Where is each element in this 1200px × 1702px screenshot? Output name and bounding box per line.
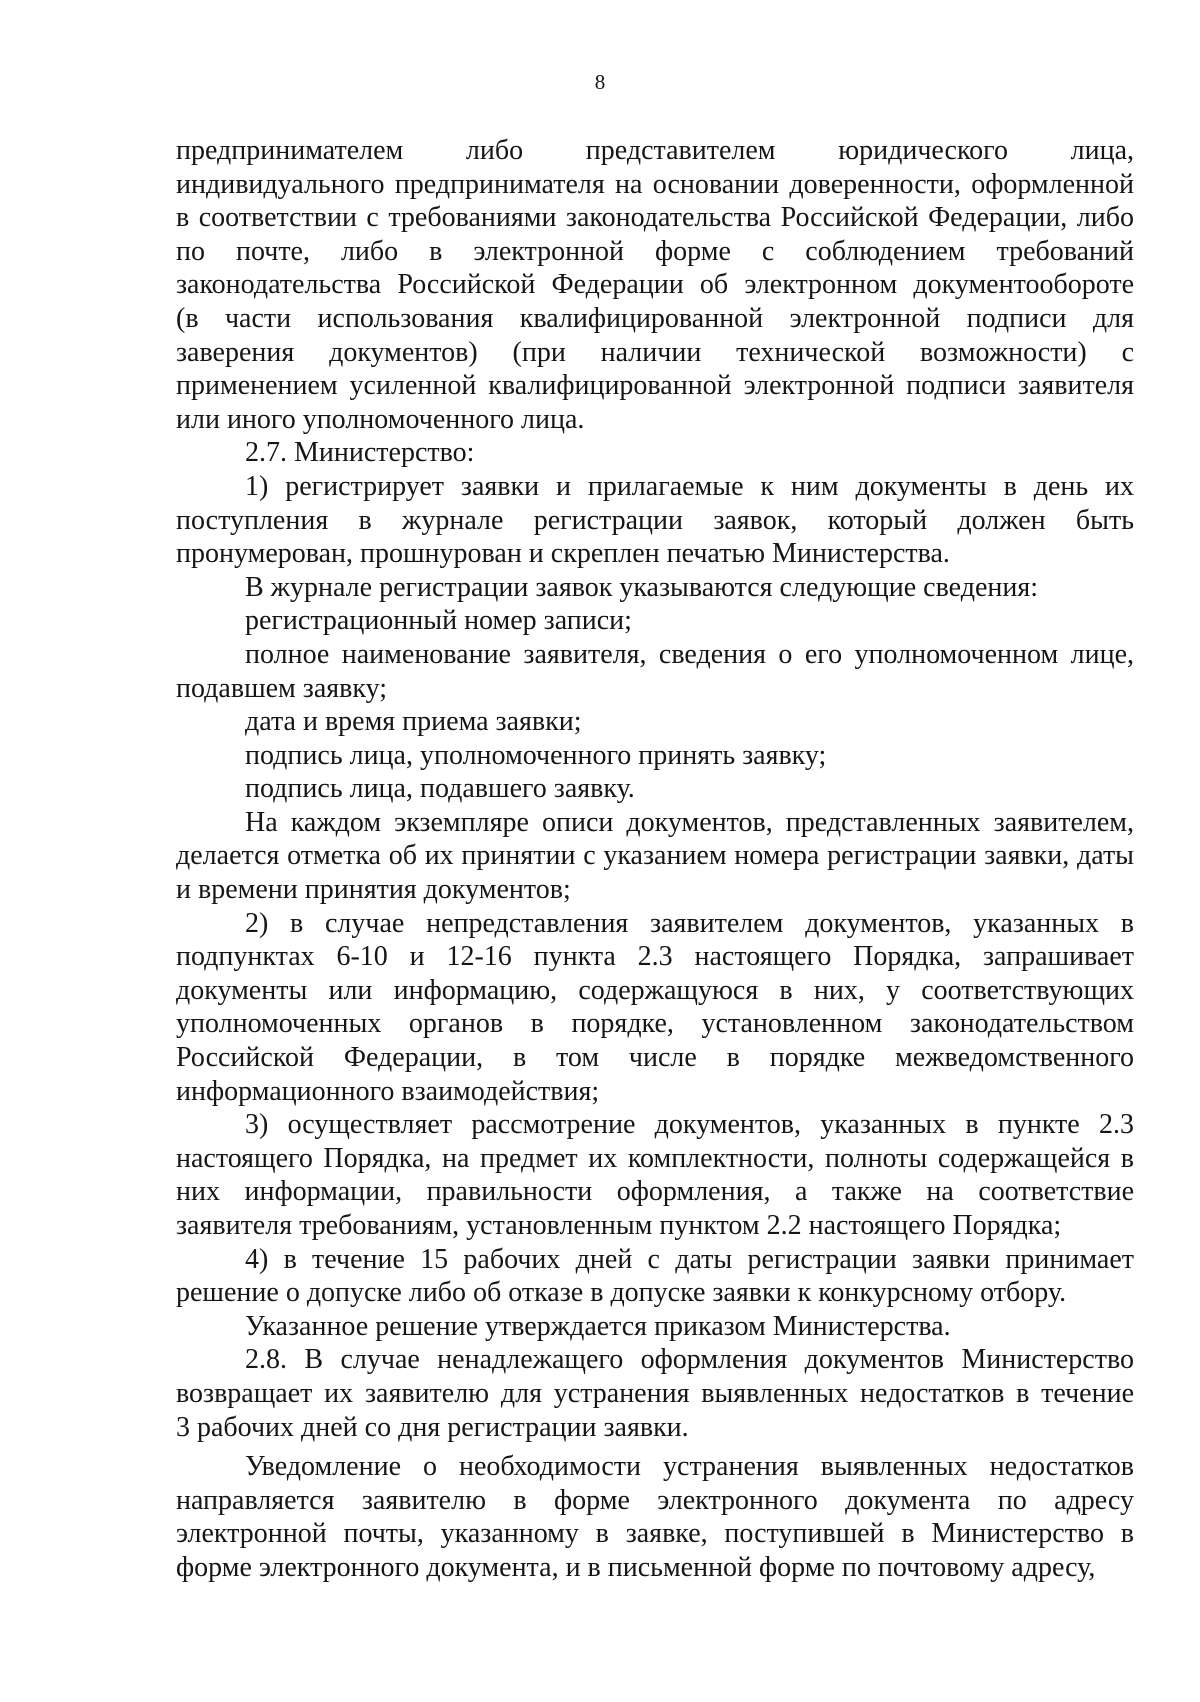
paragraph-notification	[176, 1450, 1134, 1584]
text-line: направляется заявителю в форме электронного документа по адресу	[176, 1484, 1134, 1516]
paragraph-journal-item-2	[176, 638, 1134, 705]
text-line: решение о допуске либо об отказе в допуске заявки к конкурсному отбору.	[176, 1277, 1067, 1309]
text-line: индивидуального предпринимателя на основании доверенности, оформленной	[176, 168, 1134, 200]
text-line: дата и время приема заявки;	[245, 706, 582, 738]
text-line: 3) осуществляет рассмотрение документов, указанных в пункте 2.3	[245, 1109, 1134, 1141]
paragraph-p2-7-heading	[176, 436, 1134, 470]
text-line: заверения документов) (при наличии технической возможности) с	[176, 336, 1134, 368]
paragraph-p2-7-1	[176, 470, 1134, 571]
text-line: На каждом экземпляре описи документов, представленных заявителем,	[245, 806, 1134, 838]
paragraph-p2-8	[176, 1343, 1134, 1444]
text-line: документы или информацию, содержащуюся в них, у соответствующих	[176, 974, 1134, 1006]
text-line: или иного уполномоченного лица.	[176, 403, 585, 435]
text-line: информационного взаимодействия;	[176, 1075, 600, 1107]
text-line: настоящего Порядка, на предмет их комплектности, полноты содержащейся в	[176, 1142, 1134, 1174]
text-line: В журнале регистрации заявок указываются следующие сведения:	[245, 571, 1038, 603]
text-line: 2.7. Министерство:	[245, 437, 475, 469]
text-line: применением усиленной квалифицированной электронной подписи заявителя	[176, 370, 1134, 402]
text-line: и времени принятия документов;	[176, 874, 571, 906]
page-number: 8	[594, 70, 606, 94]
text-line: полное наименование заявителя, сведения о его уполномоченном лице,	[245, 638, 1134, 670]
text-line: подпись лица, подавшего заявку.	[245, 773, 635, 805]
text-line: законодательства Российской Федерации об электронном документообороте	[176, 269, 1134, 301]
text-line: форме электронного документа, и в письменной форме по почтовому адресу,	[176, 1551, 1096, 1583]
text-line: пронумерован, прошнурован и скреплен печатью Министерства.	[176, 538, 950, 570]
paragraph-p2-7-4	[176, 1243, 1134, 1310]
paragraph-journal-intro	[176, 571, 1134, 605]
paragraph-journal-item-3	[176, 705, 1134, 739]
text-line: Уведомление о необходимости устранения выявленных недостатков	[245, 1451, 1134, 1483]
text-line: регистрационный номер записи;	[245, 605, 632, 637]
text-line: Указанное решение утверждается приказом Министерства.	[245, 1310, 951, 1342]
text-line: (в части использования квалифицированной электронной подписи для	[176, 302, 1134, 334]
paragraph-p2-7-2	[176, 907, 1134, 1109]
text-line: уполномоченных органов в порядке, установленном законодательством	[176, 1008, 1134, 1040]
text-line: электронной почты, указанному в заявке, поступившей в Министерство в	[176, 1518, 1134, 1550]
text-line: в соответствии с требованиями законодательства Российской Федерации, либо	[176, 202, 1134, 234]
text-line: подпись лица, уполномоченного принять заявку;	[245, 739, 827, 771]
paragraph-order-approval	[176, 1310, 1134, 1344]
text-line: поступления в журнале регистрации заявок, который должен быть	[176, 504, 1134, 536]
text-line: предпринимателем либо представителем юридического лица,	[176, 135, 1134, 166]
text-line: 1) регистрирует заявки и прилагаемые к ним документы в день их	[245, 470, 1134, 502]
text-line: 4) в течение 15 рабочих дней с даты регистрации заявки принимает	[245, 1243, 1134, 1275]
text-line: 2.8. В случае ненадлежащего оформления документов Министерство	[245, 1344, 1134, 1376]
paragraph-inventory-mark	[176, 806, 1134, 907]
paragraph-continuation	[176, 134, 1134, 436]
text-line: делается отметка об их принятии с указанием номера регистрации заявки, даты	[176, 840, 1134, 872]
text-line: 3 рабочих дней со дня регистрации заявки.	[176, 1411, 689, 1443]
text-line: заявителя требованиям, установленным пунктом 2.2 настоящего Порядка;	[176, 1210, 1062, 1241]
document-body	[176, 134, 1134, 1585]
text-line: возвращает их заявителю для устранения выявленных недостатков в течение	[176, 1377, 1134, 1409]
paragraph-p2-7-3	[176, 1108, 1134, 1242]
text-line: 2) в случае непредставления заявителем документов, указанных в	[245, 907, 1134, 939]
text-line: подпунктах 6-10 и 12-16 пункта 2.3 настоящего Порядка, запрашивает	[176, 941, 1134, 973]
paragraph-journal-item-5	[176, 772, 1134, 806]
text-line: подавшем заявку;	[176, 672, 387, 704]
text-line: по почте, либо в электронной форме с соблюдением требований	[176, 235, 1134, 267]
paragraph-journal-item-4	[176, 739, 1134, 773]
paragraph-journal-item-1	[176, 604, 1134, 638]
text-line: Российской Федерации, в том числе в порядке межведомственного	[176, 1042, 1134, 1074]
text-line: них информации, правильности оформления, а также на соответствие	[176, 1176, 1134, 1208]
